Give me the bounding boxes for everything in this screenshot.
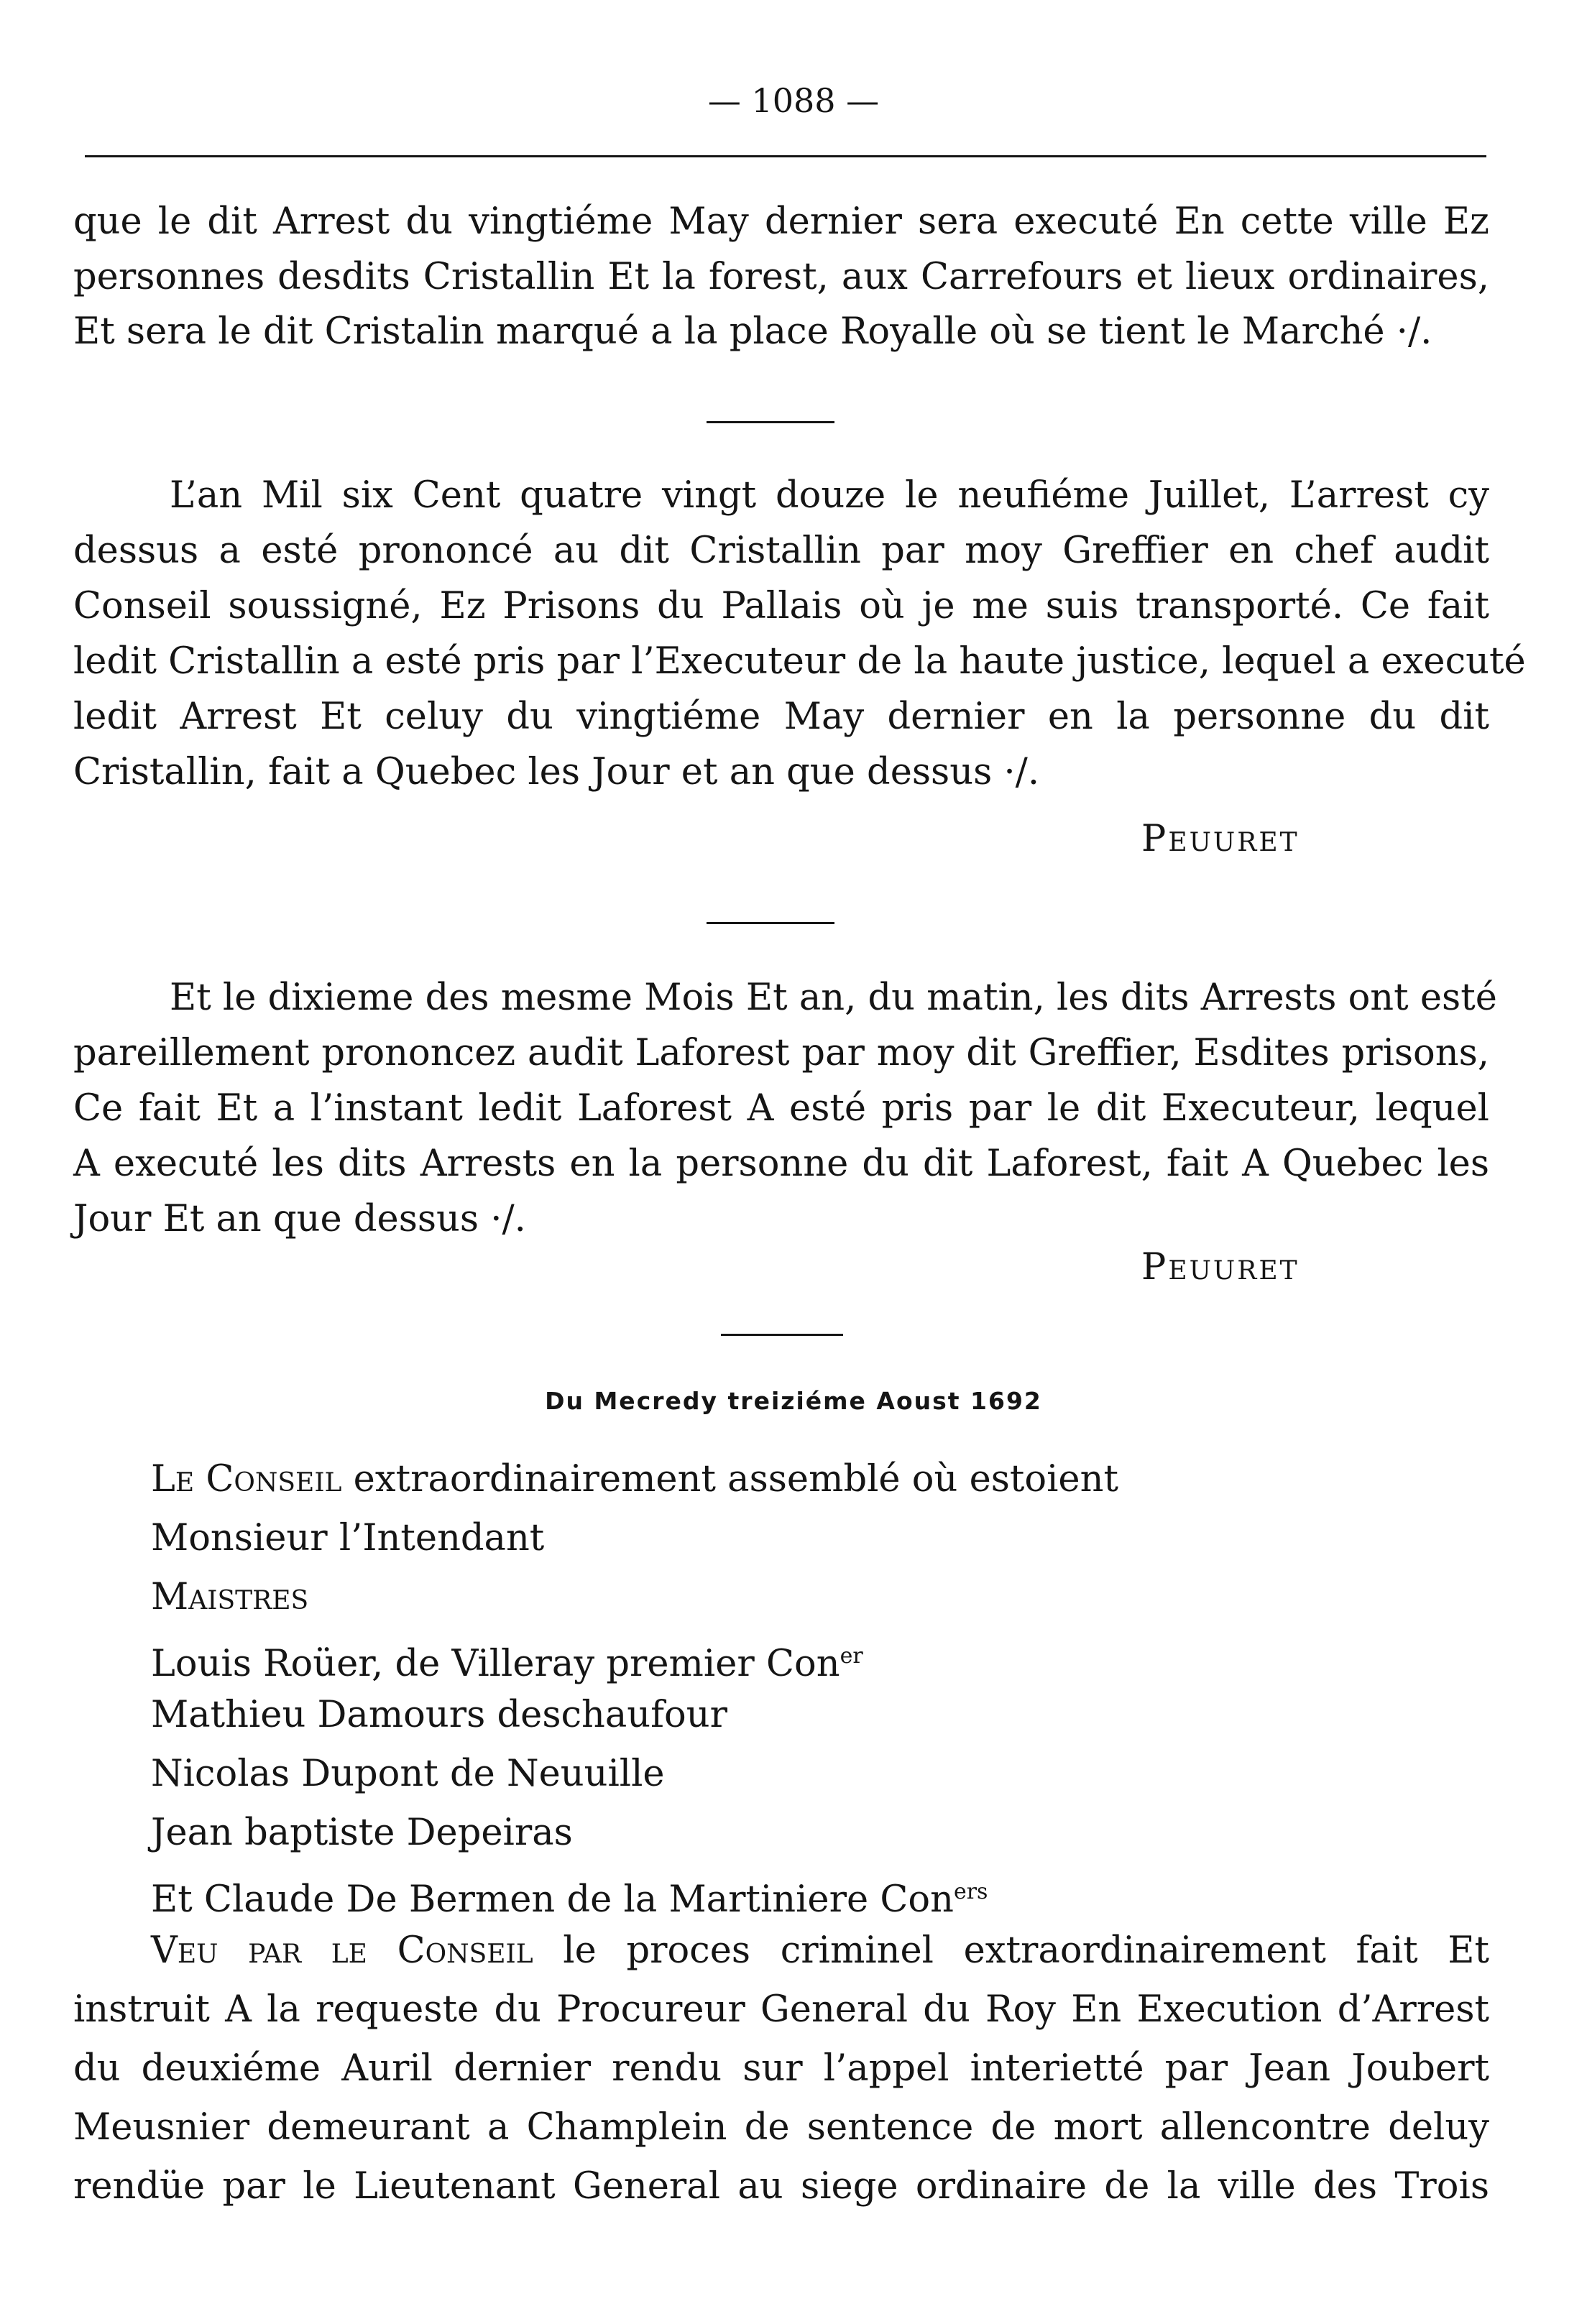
para3-line: A executé les dits Arrests en la personne du dit Laforest, fait A Quebec les bbox=[73, 1143, 1489, 1185]
para4-lead-smallcaps: Veu par le Conseil bbox=[151, 1929, 533, 1972]
council-member bbox=[151, 1871, 988, 1922]
para1-line: que le dit Arrest du vingtiéme May dernier sera executé En cette ville Ez bbox=[73, 200, 1489, 243]
signature: Peuuret bbox=[1141, 1246, 1300, 1288]
signature: Peuuret bbox=[1141, 818, 1300, 860]
session-date-heading: Du Mecredy treiziéme Aoust 1692 bbox=[545, 1387, 1042, 1415]
para4-line: instruit A la requeste du Procureur General du Roy En Execution d’Arrest bbox=[73, 1988, 1489, 2031]
member-name: Et Claude De Bermen de la Martiniere Con bbox=[151, 1878, 954, 1921]
separator-rule bbox=[707, 421, 834, 423]
para2-line: ledit Cristallin a esté pris par l’Executeur de la haute justice, lequel a executé bbox=[73, 640, 1526, 683]
para3-line: Jour Et an que dessus ·/. bbox=[73, 1198, 526, 1240]
council-intro-smallcaps: Le Conseil bbox=[151, 1458, 342, 1500]
para4-line: du deuxiéme Auril dernier rendu sur l’appel interietté par Jean Joubert bbox=[73, 2047, 1489, 2090]
para2-line: ledit Arrest Et celuy du vingtiéme May dernier en la personne du dit bbox=[73, 696, 1489, 738]
member-name: Louis Roüer, de Villeray premier Con bbox=[151, 1643, 840, 1685]
para3-line: pareillement prononcez audit Laforest par moy dit Greffier, Esdites prisons, bbox=[73, 1032, 1489, 1074]
para2-line: L’an Mil six Cent quatre vingt douze le neufiéme Juillet, L’arrest cy bbox=[170, 474, 1489, 517]
separator-rule bbox=[707, 922, 834, 924]
header-rule bbox=[85, 155, 1486, 157]
para4-line: rendüe par le Lieutenant General au siege ordinaire de la ville des Trois bbox=[73, 2165, 1489, 2208]
member-title-abbrev: ers bbox=[953, 1879, 988, 1904]
para1-line: Et sera le dit Cristalin marqué a la place Royalle où se tient le Marché ·/. bbox=[73, 310, 1432, 353]
para2-line: Conseil soussigné, Ez Prisons du Pallais où je me suis transporté. Ce fait bbox=[73, 585, 1489, 627]
council-member: Jean baptiste Depeiras bbox=[151, 1812, 573, 1854]
para3-line: Et le dixieme des mesme Mois Et an, du matin, les dits Arrests ont esté bbox=[170, 977, 1497, 1019]
para1-line: personnes desdits Cristallin Et la forest, aux Carrefours et lieux ordinaires, bbox=[73, 256, 1489, 298]
council-member: Mathieu Damours deschaufour bbox=[151, 1694, 727, 1736]
para2-line: Cristallin, fait a Quebec les Jour et an que dessus ·/. bbox=[73, 751, 1040, 793]
page-number: — 1088 — bbox=[707, 81, 880, 120]
para4-lead-rest: le proces criminel extraordinairement fait Et bbox=[533, 1929, 1489, 1972]
para3-line: Ce fait Et a l’instant ledit Laforest A esté pris par le dit Executeur, lequel bbox=[73, 1087, 1489, 1130]
council-member bbox=[151, 1635, 863, 1686]
council-intro-rest: extraordinairement assemblé où estoient bbox=[341, 1458, 1118, 1500]
para2-line: dessus a esté prononcé au dit Cristallin par moy Greffier en chef audit bbox=[73, 530, 1489, 572]
council-intro bbox=[151, 1458, 1118, 1501]
para4-line: Meusnier demeurant a Champlein de sentence de mort allencontre deluy bbox=[73, 2106, 1489, 2149]
council-maistres: Maistres bbox=[151, 1576, 309, 1618]
para4-line bbox=[151, 1929, 1489, 1973]
council-intendant: Monsieur l’Intendant bbox=[151, 1517, 545, 1559]
member-title-abbrev: er bbox=[840, 1643, 863, 1669]
separator-rule bbox=[721, 1334, 843, 1336]
council-member: Nicolas Dupont de Neuuille bbox=[151, 1753, 665, 1795]
